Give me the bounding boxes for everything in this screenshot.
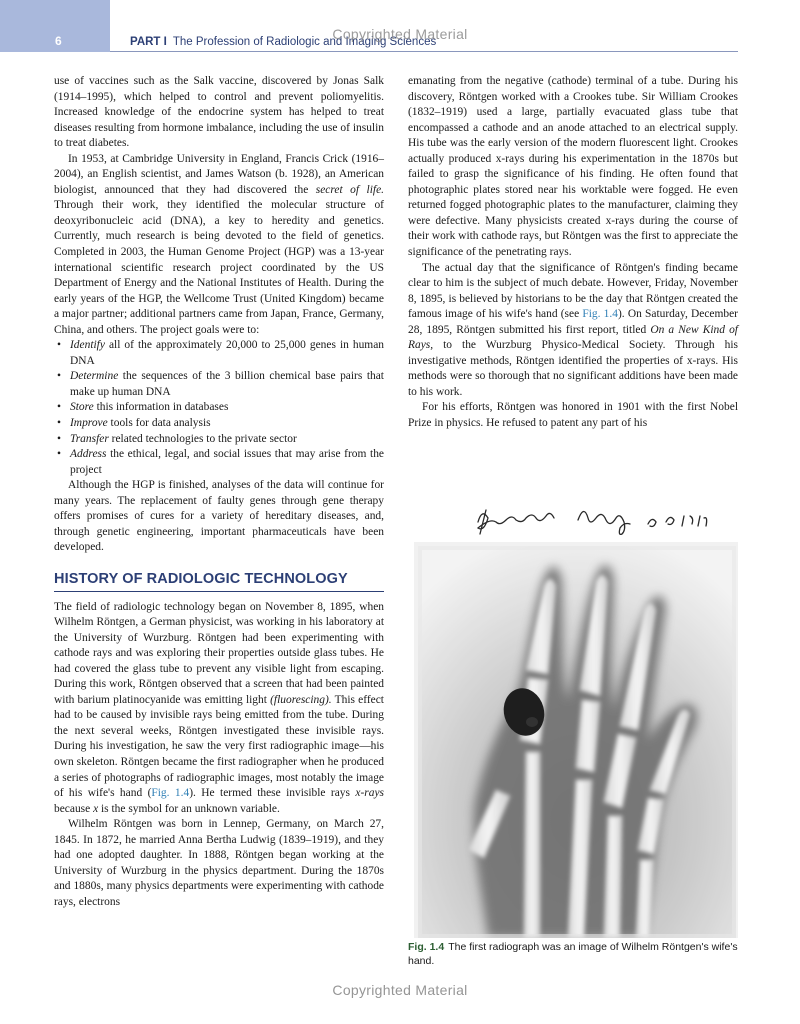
header-rule xyxy=(110,51,738,52)
list-item: • Transfer related technologies to the private sector xyxy=(54,432,384,448)
paragraph: Although the HGP is finished, analyses of the data will continue for many years. The replacement of faulty genes through gene therapy offers promises of cures for a variety of hereditary diseases, and, through genetic engineering, important pharmaceuticals have been developed. xyxy=(54,479,384,554)
list-item: • Store this information in databases xyxy=(54,400,384,416)
list-item: • Improve tools for data analysis xyxy=(54,416,384,432)
part-label: PART I xyxy=(130,36,167,48)
paragraph: The field of radiologic technology began on November 8, 1895, when Wilhelm Röntgen, a German physicist, was working in his laboratory at the University of Wurzburg. Röntgen had been experimenting with cathode rays and was exploring their properties outside glass tubes. He had covered the glass tube to prevent any visible light from escaping. During this work, Röntgen observed that a screen that had been painted with barium platinocyanide was emitting light (fluorescing). This effect had to be caused by invisible rays being emitted from the tube. During the next several weeks, Röntgen investigated these invisible rays. During his investigation, he saw the very first radiographic image—his own skeleton. Röntgen became the first radiographer when he produced a series of photographs of radiographic images, most notably the image of his wife's hand (Fig. 1.4). He termed these invisible rays x-rays because x is the symbol for an unknown variable. xyxy=(54,600,384,815)
left-column xyxy=(54,74,384,910)
signature xyxy=(478,510,707,534)
paragraph: For his efforts, Röntgen was honored in 1901 with the first Nobel Prize in physics. He refused to patent any part of his xyxy=(408,401,738,430)
paragraph: The actual day that the significance of Röntgen's finding became clear to him is the subject of much debate. However, Friday, November 8, 1895, is believed by historians to be the day that Röntgen created the famous image of his wife's hand (see Fig. 1.4). On Saturday, December 28, 1895, Röntgen submitted his first report, titled On a New Kind of Rays, to the Wurzburg Physico-Medical Society. Through his investigative methods, Röntgen identified the properties of x-rays. His methods were so thorough that no significant additions have been made to his work. xyxy=(408,261,738,398)
page-number: 6 xyxy=(55,34,62,48)
figure-reference-link[interactable]: Fig. 1.4 xyxy=(151,787,190,800)
list-item: • Determine the sequences of the 3 billion chemical base pairs that make up human DNA xyxy=(54,369,384,400)
paragraph: In 1953, at Cambridge University in England, Francis Crick (1916–2004), an English scientist, and James Watson (b. 1928), an American biologist, announced that they had discovered the secret of life. Through their work, they identified the molecular structure of deoxyribonucleic acid (DNA), a key to heredity and genetics. Currently, much research is being devoted to the field of genetics. Completed in 2003, the Human Genome Project (HGP) was a 13-year international scientific research project coordinated by the US Department of Energy and the National Institutes of Health. During the early years of the HGP, the Wellcome Trust (United Kingdom) became a major partner; additional partners came from Japan, France, Germany, China, and others. The project goals were to: xyxy=(54,152,385,336)
paragraph: Wilhelm Röntgen was born in Lennep, Germany, on March 27, 1845. In 1872, he married Anna Bertha Ludwig (1839–1919), and they had one adopted daughter. In 1888, Röntgen began working at the University of Wurzburg in the physics department. During the 1870s and 1880s, many physics departments were experimenting with cathode rays, electrons xyxy=(54,818,384,908)
copyright-watermark-top: Copyrighted Material xyxy=(332,26,468,42)
figure-reference-link[interactable]: Fig. 1.4 xyxy=(582,308,618,321)
figure-caption xyxy=(408,941,740,968)
list-item: • Identify all of the approximately 20,000 to 25,000 genes in human DNA xyxy=(54,338,384,369)
right-column xyxy=(408,74,738,432)
list-item: • Address the ethical, legal, and social issues that may arise from the project xyxy=(54,447,384,478)
section-heading: HISTORY OF RADIOLOGIC TECHNOLOGY xyxy=(54,572,384,592)
caption-text: The first radiograph was an image of Wilhelm Röntgen's wife's hand. xyxy=(408,941,738,967)
xray-figure xyxy=(408,490,738,938)
paragraph: use of vaccines such as the Salk vaccine, discovered by Jonas Salk (1914–1995), which helped to control and prevent poliomyelitis. Increased knowledge of the endocrine system has helped to treat diseases resulting from hormone imbalance, including the use of insulin to treat diabetes. xyxy=(54,75,384,150)
chapter-title: The Profession of Radiologic and Imaging Sciences xyxy=(172,36,437,48)
copyright-watermark-bottom: Copyrighted Material xyxy=(332,982,468,998)
hgp-goals-list xyxy=(54,338,384,478)
figure-label: Fig. 1.4 xyxy=(408,941,445,953)
paragraph: emanating from the negative (cathode) terminal of a tube. During his discovery, Röntgen worked with a Crookes tube. Sir William Crookes (1832–1919) used a large, partially evacuated glass tube that encompassed a cathode and an anode attached to an electrical supply. His tube was the early version of the modern fluorescent light. Crookes actually produced x-rays during his experimentation in the 1870s but failed to grasp the significance of his finding. He often found that photographic plates stored near his worktable were fogged. He even returned fogged photographic plates to the manufacturer, claiming they were defective. Many physicists created x-rays during the course of their work with cathode rays, but Röntgen was the first to appreciate the significance of the penetrating rays. xyxy=(408,75,739,259)
hand-radiograph-image xyxy=(408,490,738,938)
